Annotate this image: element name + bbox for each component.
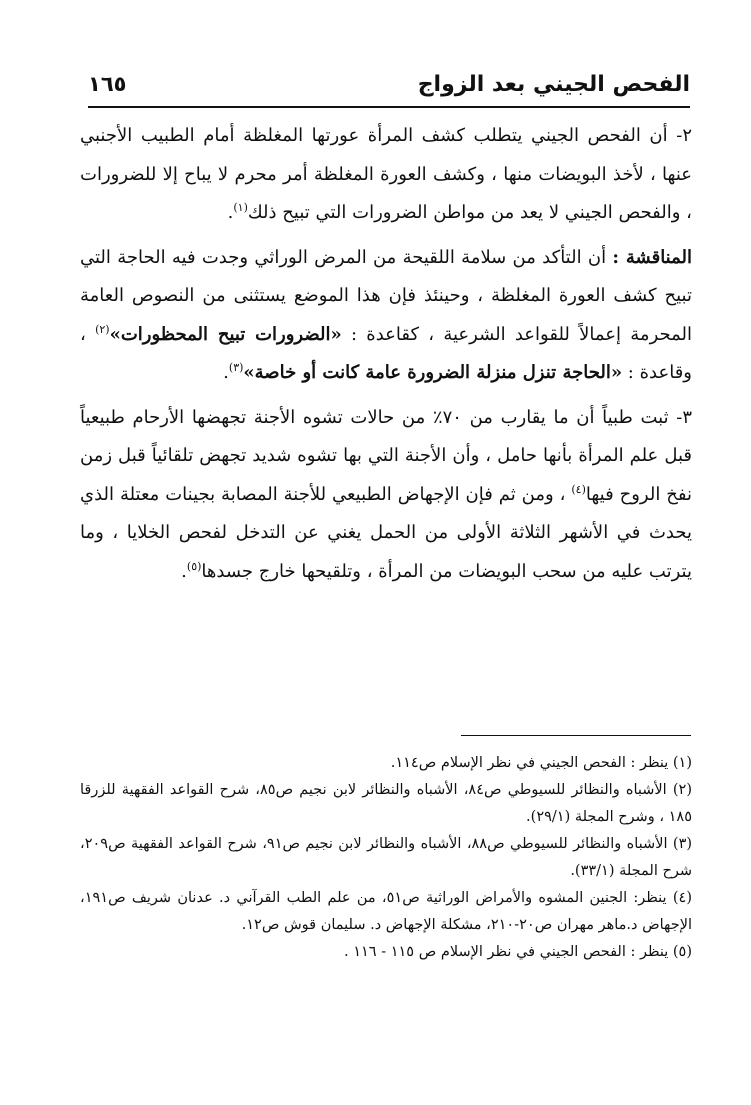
footnote-4: (٤) ينظر: الجنين المشوه والأمراض الوراثية ص٥١، من علم الطب القرآني د. عدنان شريف ص١٩١، الإجهاض د.ماهر مهران ص٢٠-٢١٠، مشكلة الإجهاض د. سليمان قوش ص١٢. [80,890,692,933]
footnote-ref: (٤) [571,482,586,496]
fiqh-rule-1: «الضرورات تبيح المحظورات» [109,323,342,345]
footnote-ref: (٥) [186,559,202,573]
paragraph-text: ٢- أن الفحص الجيني يتطلب كشف المرأة عورتها المغلظة أمام الطبيب الأجنبي عنها ، لأخذ البويضات منها ، وكشف العورة المغلظة أمر محرم لا يباح إلا للضرورات ، والفحص الجيني لا يعد من مواطن الضرورات التي تبيح ذلك [80,125,692,223]
paragraph-text: ٣- ثبت طبياً أن ما يقارب من ٧٠٪ من حالات تشوه الأجنة تجهضها الأرحام طبيعياً قبل علم المرأة بأنها حامل ، وأن الأجنة التي بها تشوه شديد تجهض تلقائياً قبل زمن نفخ الروح فيها [80,406,692,505]
footnotes [80,750,692,966]
discussion-label: المناقشة : [612,246,693,268]
running-header [88,72,690,104]
paragraph-text: أن التأكد من سلامة اللقيحة من المرض الوراثي وجدت فيه الحاجة التي تبيح كشف العورة المغلظة ، وحينئذ فإن هذا الموضع يستثنى من النصوص العامة المحرمة إعمالاً للقواعد الشرعية ، كقاعدة : [80,246,693,345]
punctuation: . [227,202,234,223]
punctuation: . [223,362,229,383]
main-text [80,117,692,591]
footnote-ref: (٢) [95,322,110,336]
paragraph-discussion [80,239,692,393]
fiqh-rule-2: «الحاجة تنزل منزلة الضرورة عامة كانت أو خاصة» [243,362,623,383]
header-divider [88,106,690,108]
footnote-divider [461,735,691,736]
paragraph-point-3 [80,399,692,592]
footnote-ref: (٣) [228,361,244,374]
footnote-1: (١) ينظر : الفحص الجيني في نظر الإسلام ص١١٤. [390,755,692,771]
paragraph-text: ، وقاعدة : [80,323,692,383]
footnote-3: (٣) الأشباه والنظائر للسيوطي ص٨٨، الأشباه والنظائر لابن نجيم ص٩١، شرح القواعد الفقهية ص٢٠٩، شرح المجلة (٣٣/١). [80,836,693,879]
page-number: ١٦٥ [88,72,127,96]
footnote-2: (٢) الأشباه والنظائر للسيوطي ص٨٤، الأشباه والنظائر لابن نجيم ص٨٥، شرح القواعد الفقهية للزرقا ١٨٥ ، وشرح المجلة (٢٩/١). [80,782,693,825]
footnote-ref: (١) [233,201,248,214]
footnote-5: (٥) ينظر : الفحص الجيني في نظر الإسلام ص ١١٥ - ١١٦ . [344,944,692,960]
paragraph-point-2 [80,117,692,233]
paragraph-text: ، ومن ثم فإن الإجهاض الطبيعي للأجنة المصابة بجينات معتلة الذي يحدث في الأشهر الثلاثة الأولى من الحمل يغني عن التدخل لفحص الخلايا ، وما يترتب عليه من سحب البويضات من المرأة ، وتلقيحها خارج جسدها [80,483,692,582]
punctuation: . [181,560,187,582]
running-title: الفحص الجيني بعد الزواج [417,72,690,97]
